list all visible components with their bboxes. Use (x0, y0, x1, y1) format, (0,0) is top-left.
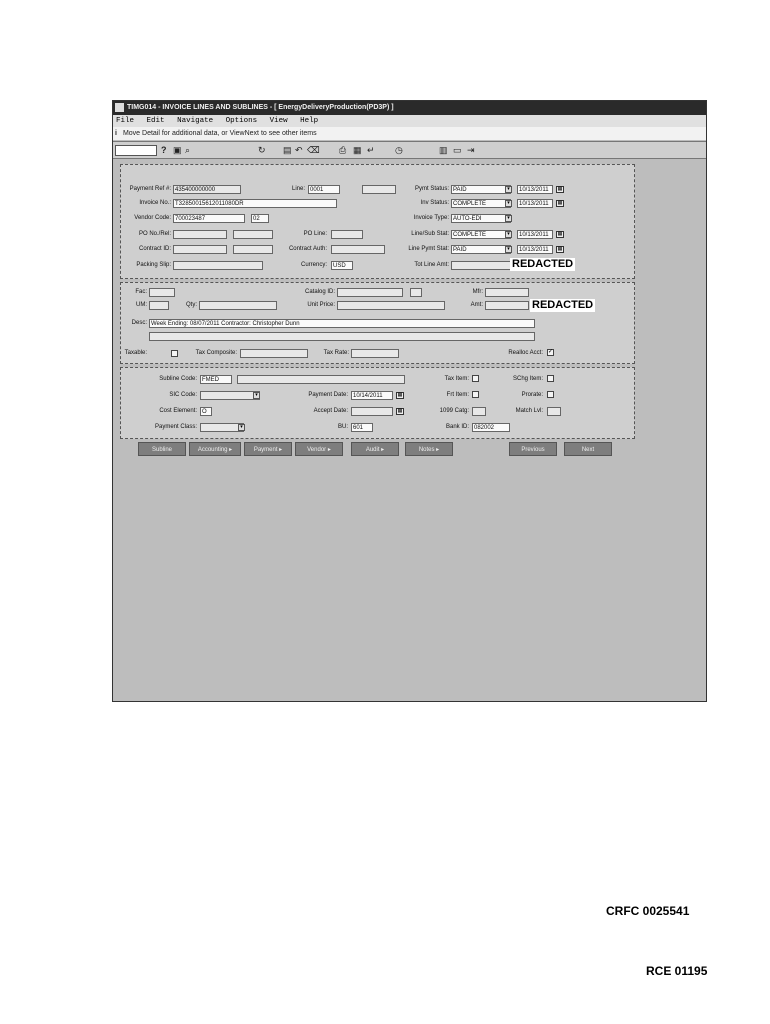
app-logo-icon (115, 103, 124, 112)
refresh-icon[interactable]: ↻ (258, 145, 266, 155)
tot-line-amt-label: Tot Line Amt: (414, 262, 449, 268)
notes-button[interactable]: Notes ▸ (405, 442, 453, 456)
bank-id-label: Bank ID: (445, 424, 469, 430)
inv-status-dropdown-icon[interactable]: ▾ (505, 200, 512, 207)
schg-item-label: SChg Item: (512, 376, 543, 382)
line-label: Line: (291, 186, 305, 192)
packing-slip-field[interactable] (173, 261, 263, 270)
calendar-icon[interactable]: ▦ (557, 231, 563, 237)
tax-composite-field[interactable] (240, 349, 308, 358)
tax-rate-label: Tax Rate: (323, 350, 349, 356)
menu-bar (113, 115, 706, 127)
qty-label: Qty: (185, 302, 197, 308)
invoice-type-label: Invoice Type: (413, 215, 449, 221)
vendor-button[interactable]: Vendor ▸ (295, 442, 343, 456)
accept-date-field[interactable] (351, 407, 393, 416)
menu-edit[interactable]: Edit (146, 117, 165, 125)
calendar-icon[interactable]: ▦ (557, 186, 563, 192)
calendar-icon[interactable]: ▦ (557, 200, 563, 206)
audit-button[interactable]: Audit ▸ (351, 442, 399, 456)
copy-icon[interactable]: ▤ (283, 145, 292, 155)
payment-class-label: Payment Class: (154, 424, 197, 430)
cost-element-label: Cost Element: (159, 408, 197, 414)
inv-status-date-field[interactable]: 10/13/2011 (517, 199, 553, 208)
contract-id-field[interactable] (173, 245, 227, 254)
po-rel-field[interactable] (233, 230, 273, 239)
subline-code-label: Subline Code: (159, 376, 197, 382)
sic-code-label: SIC Code: (169, 392, 197, 398)
inv-status-field[interactable]: COMPLETE (451, 199, 511, 208)
packing-slip-label: Packing Slip: (136, 262, 171, 268)
pymt-status-field[interactable]: PAID (451, 185, 511, 194)
bu-field[interactable]: 601 (351, 423, 373, 432)
info-icon: i (115, 130, 117, 137)
payment-date-field[interactable]: 10/14/2011 (351, 391, 393, 400)
subline-code-field[interactable]: FMED (200, 375, 232, 384)
vendor-suffix-field[interactable]: 02 (251, 214, 269, 223)
desc-field[interactable]: Week Ending: 08/07/2011 Contractor: Christopher Dunn (149, 319, 535, 328)
print-icon[interactable]: ⎙ (339, 145, 347, 155)
line-sub-stat-dropdown-icon[interactable]: ▾ (505, 231, 512, 238)
line-sub-stat-field[interactable]: COMPLETE (451, 230, 511, 239)
line-pymt-stat-label: Line Pymt Stat: (408, 246, 449, 252)
mfr-label: Mfr: (472, 289, 483, 295)
contract-auth-field[interactable] (331, 245, 385, 254)
unit-price-label: Unit Price: (307, 302, 335, 308)
vendor-code-field[interactable]: 700023487 (173, 214, 245, 223)
catalog-id-label: Catalog ID: (304, 289, 335, 295)
invoice-type-field[interactable]: AUTO-EDI (451, 214, 511, 223)
prorate-label: Prorate: (521, 392, 543, 398)
subline-desc-field[interactable] (237, 375, 405, 384)
po-no-label: PO No./Rel: (138, 231, 171, 237)
currency-label: Currency: (300, 262, 327, 268)
tax-rate-field[interactable] (351, 349, 399, 358)
undo-icon[interactable]: ↶ (295, 145, 303, 155)
invoice-no-label: Invoice No.: (139, 200, 171, 206)
subline-button[interactable]: Subline (138, 442, 186, 456)
fac-field[interactable] (149, 288, 175, 297)
menu-navigate[interactable]: Navigate (177, 117, 214, 125)
catalog-id-field[interactable] (337, 288, 403, 297)
redacted-label: REDACTED (512, 258, 574, 270)
catalog-id-extra-field[interactable] (410, 288, 422, 297)
line-pymt-stat-dropdown-icon[interactable]: ▾ (505, 246, 512, 253)
accounting-button[interactable]: Accounting ▸ (189, 442, 241, 456)
redacted-label: REDACTED (532, 299, 594, 311)
bates-number: RCE 01195 (646, 964, 708, 978)
po-line-field[interactable] (331, 230, 363, 239)
window-icon[interactable]: ▭ (453, 145, 462, 155)
payment-button[interactable]: Payment ▸ (244, 442, 292, 456)
taxable-checkbox[interactable] (171, 350, 178, 357)
frt-item-label: Frt Item: (446, 392, 469, 398)
realloc-acct-checkbox[interactable]: ✓ (548, 349, 554, 355)
bu-label: BU: (337, 424, 348, 430)
hint-text: Move Detail for additional data, or ViewNext to see other items (122, 130, 317, 137)
realloc-acct-label: Realloc Acct: (508, 350, 543, 356)
export-icon[interactable]: ▦ (353, 145, 362, 155)
amt-field[interactable] (485, 301, 529, 310)
contract-id-extra-field[interactable] (233, 245, 273, 254)
inv-status-label: Inv Status: (420, 200, 449, 206)
toolbar (113, 141, 706, 159)
match-lvl-field[interactable] (547, 407, 561, 416)
um-field[interactable] (149, 301, 169, 310)
desc-label: Desc: (131, 320, 147, 326)
payment-ref-field[interactable]: 435400000000 (173, 185, 241, 194)
calendar-icon[interactable]: ▦ (397, 392, 403, 398)
tax-composite-label: Tax Composite: (195, 350, 237, 356)
desc-continuation-field[interactable] (149, 332, 535, 341)
currency-field[interactable]: USD (331, 261, 353, 270)
line-sub-stat-date-field[interactable]: 10/13/2011 (517, 230, 553, 239)
line-field[interactable]: 0001 (308, 185, 340, 194)
enter-icon[interactable]: ↵ (367, 145, 375, 155)
match-lvl-label: Match Lvl: (515, 408, 543, 414)
fac-label: Fac: (135, 289, 147, 295)
contract-auth-label: Contract Auth: (288, 246, 327, 252)
pymt-status-date-field[interactable]: 10/13/2011 (517, 185, 553, 194)
bates-number: CRFC 0025541 (606, 904, 690, 918)
hint-bar (113, 127, 706, 140)
payment-class-dropdown-icon[interactable]: ▾ (238, 424, 245, 431)
payment-date-label: Payment Date: (308, 392, 348, 398)
frt-item-checkbox[interactable] (472, 391, 479, 398)
contract-id-label: Contract ID: (138, 246, 171, 252)
qty-field[interactable] (199, 301, 277, 310)
previous-button[interactable]: Previous (509, 442, 557, 456)
window-title: TIMG014 - INVOICE LINES AND SUBLINES - [ EnergyDeliveryProduction(PD3P) ] (127, 104, 394, 111)
exit-icon[interactable]: ⇥ (467, 145, 475, 155)
app-window (112, 100, 707, 702)
calendar-icon[interactable]: ▦ (397, 408, 403, 414)
pymt-status-label: Pymt Status: (414, 186, 449, 192)
tot-line-amt-field[interactable] (451, 261, 511, 270)
payment-ref-label: Payment Ref #: (129, 186, 171, 192)
invoice-no-field[interactable]: T32850015612011080DR (173, 199, 337, 208)
line-pymt-stat-field[interactable]: PAID (451, 245, 511, 254)
pymt-status-dropdown-icon[interactable]: ▾ (505, 186, 512, 193)
menu-options[interactable]: Options (225, 117, 258, 125)
line-pymt-stat-date-field[interactable]: 10/13/2011 (517, 245, 553, 254)
save-icon[interactable]: ▣ (173, 145, 182, 155)
vendor-code-label: Vendor Code: (134, 215, 171, 221)
unit-price-field[interactable] (337, 301, 445, 310)
tax-item-label: Tax Item: (444, 376, 469, 382)
toolbar-input[interactable] (115, 145, 157, 156)
schg-item-checkbox[interactable] (547, 375, 554, 382)
sic-code-dropdown-icon[interactable]: ▾ (253, 392, 260, 399)
report-icon[interactable]: ▥ (439, 145, 448, 155)
prorate-checkbox[interactable] (547, 391, 554, 398)
help-icon[interactable]: ? (161, 145, 167, 155)
um-label: UM: (136, 302, 147, 308)
menu-view[interactable]: View (269, 117, 288, 125)
taxable-label: Taxable: (124, 350, 147, 356)
cost-element-field[interactable]: O (200, 407, 212, 416)
menu-file[interactable]: File (116, 117, 135, 125)
invoice-type-dropdown-icon[interactable]: ▾ (505, 215, 512, 222)
next-button[interactable]: Next (564, 442, 612, 456)
catg-1099-label: 1099 Catg: (439, 408, 469, 414)
title-bar (113, 101, 706, 115)
po-no-field[interactable] (173, 230, 227, 239)
catg-1099-field[interactable] (472, 407, 486, 416)
po-line-label: PO Line: (303, 231, 327, 237)
search-icon[interactable]: ⌕ (185, 145, 191, 155)
bank-id-field[interactable]: 082002 (472, 423, 510, 432)
amt-label: Amt: (470, 302, 483, 308)
sic-code-field[interactable] (200, 391, 260, 400)
line-sub-stat-label: Line/Sub Stat: (411, 231, 449, 237)
mfr-field[interactable] (485, 288, 529, 297)
clear-icon[interactable]: ⌫ (307, 145, 320, 155)
accept-date-label: Accept Date: (313, 408, 348, 414)
calendar-icon[interactable]: ▦ (557, 246, 563, 252)
tax-item-checkbox[interactable] (472, 375, 479, 382)
menu-help[interactable]: Help (300, 117, 319, 125)
clock-icon[interactable]: ◷ (395, 145, 403, 155)
